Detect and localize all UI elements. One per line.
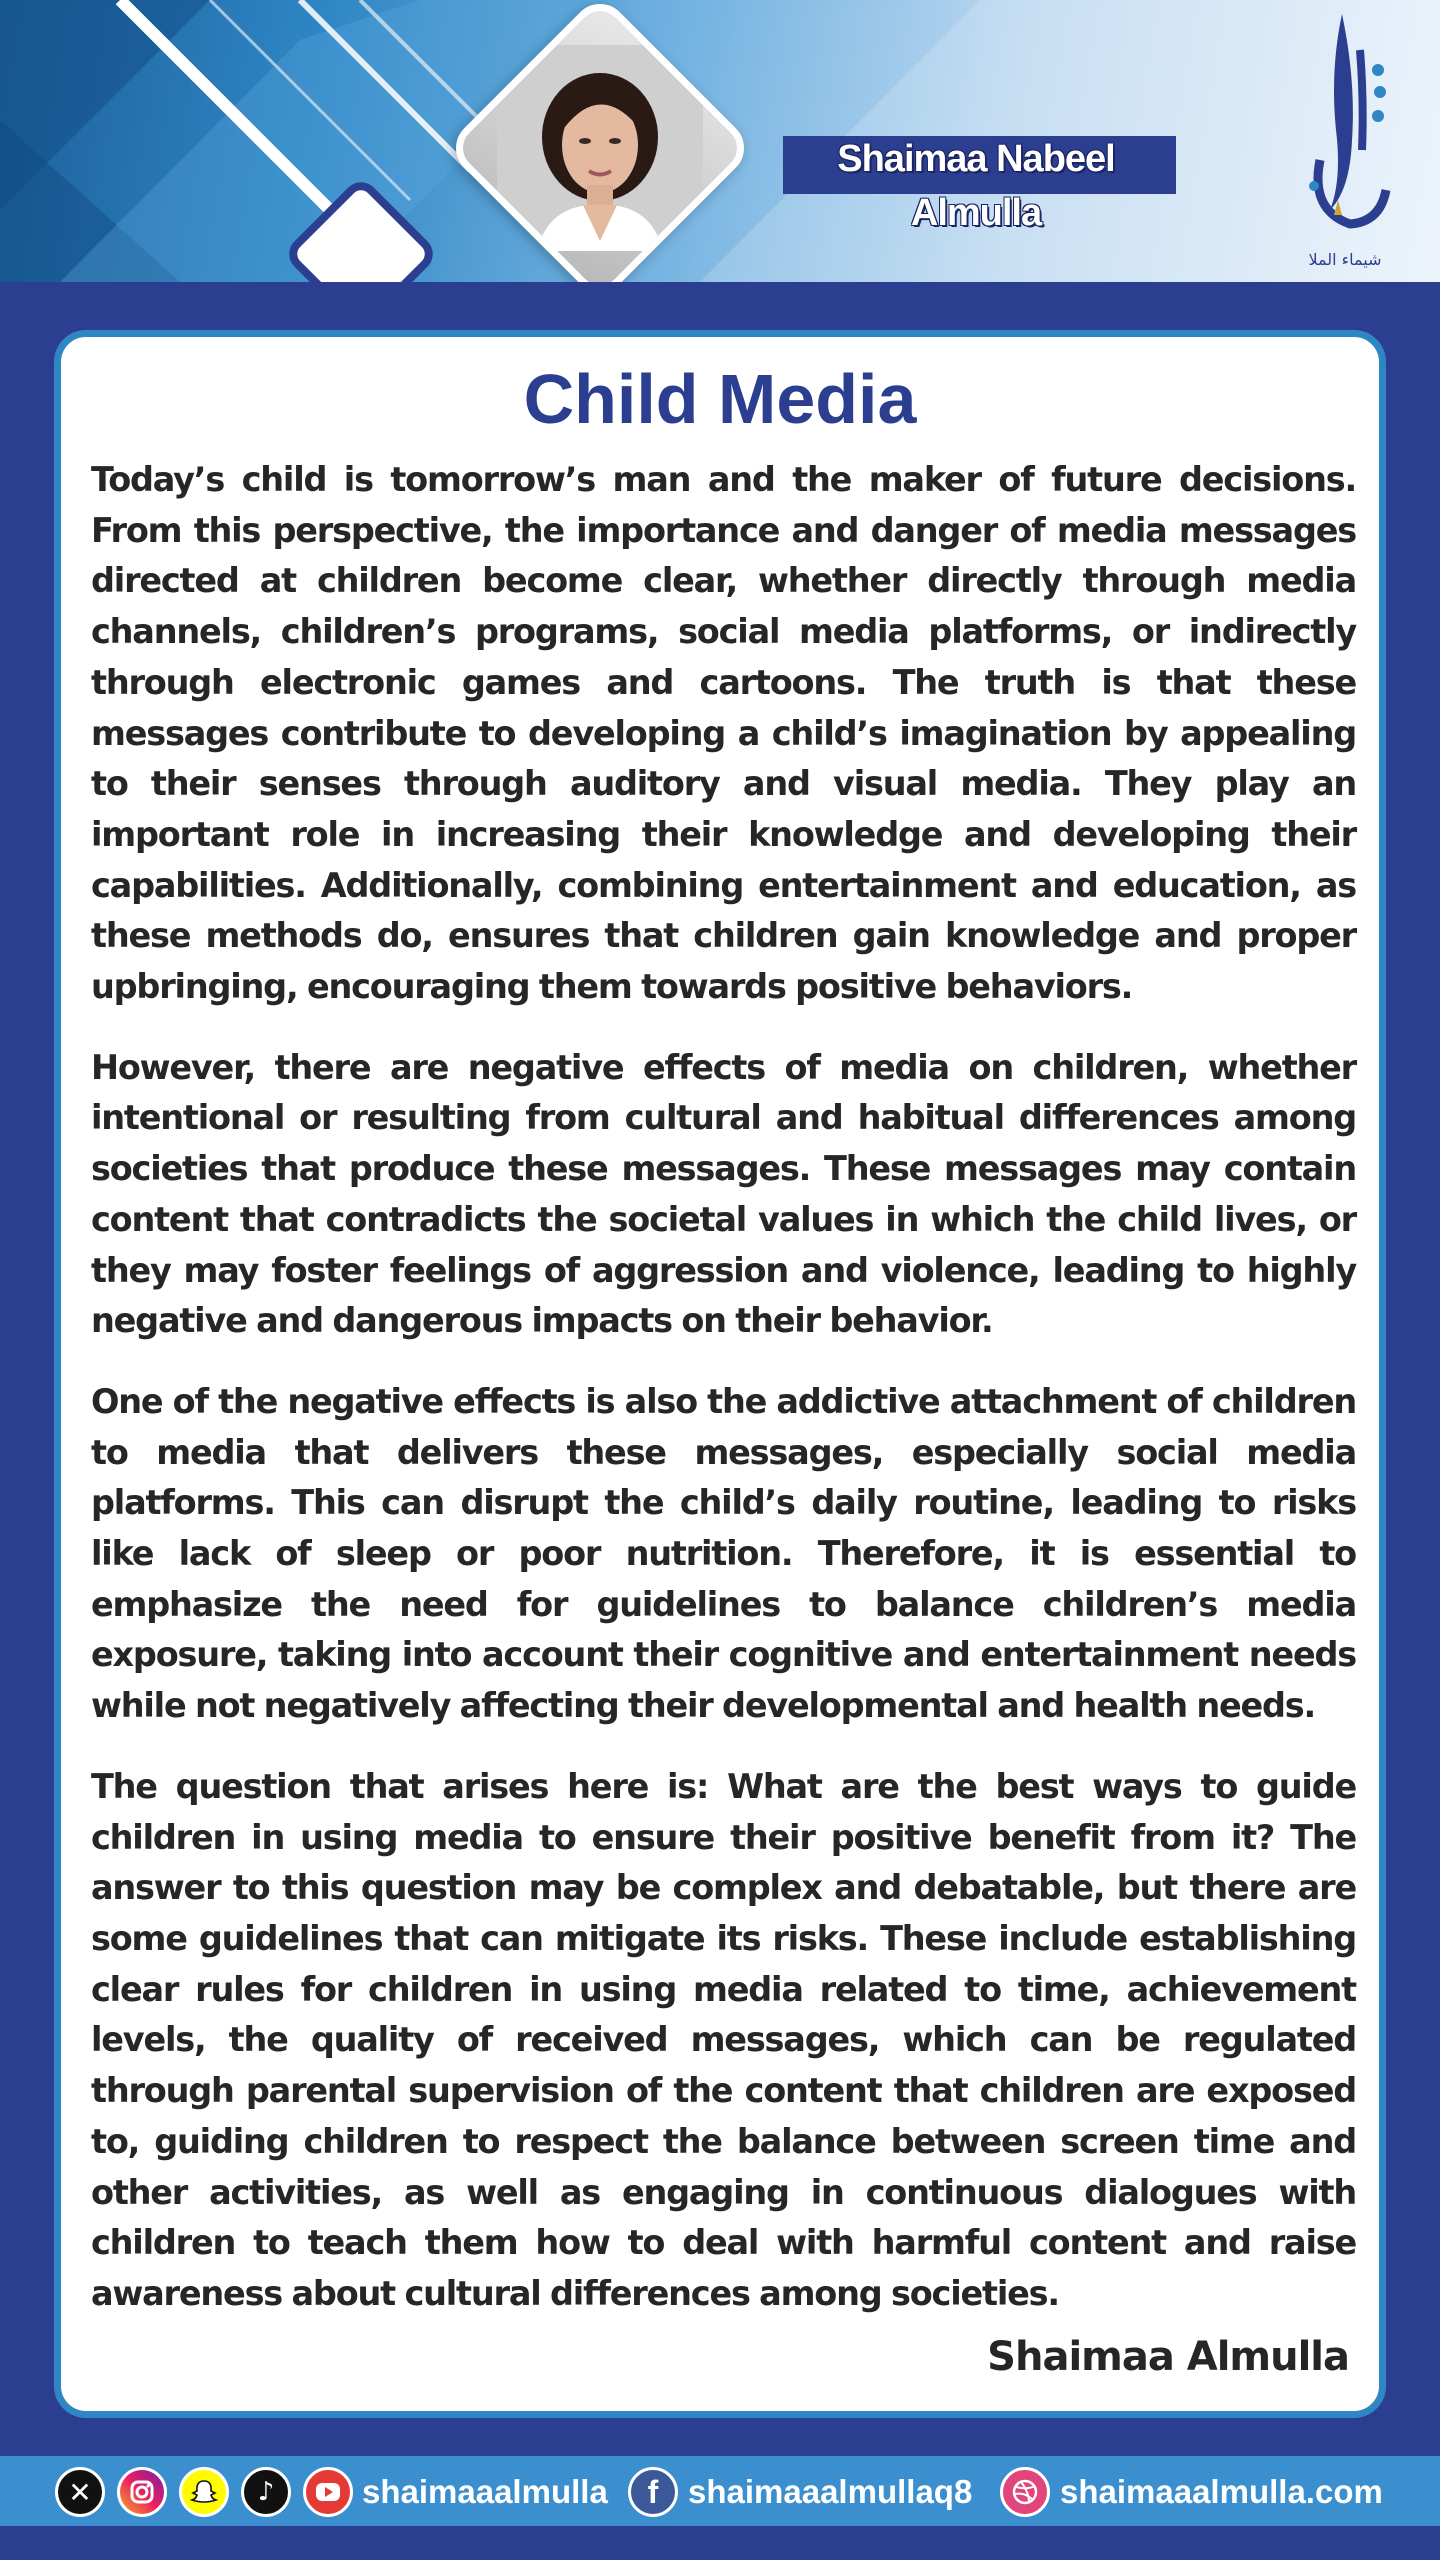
paragraph-1: Today’s child is tomorrow’s man and the maker of future decisions. From this perspective, the importance and danger of media messages directed at children become clear, whether directly through media channels, children’s programs, social media platforms, or indirectly through electronic games and cartoons. The truth is that these messages contribute to developing a child’s imagination by appealing to their senses through auditory and visual media. They play an important role in increasing their knowledge and developing their capabilities. Additionally, combining entertainment and education, as these methods do, ensures that children gain knowledge and proper upbringing, encouraging them towards positive behaviors.: [91, 460, 1356, 1007]
social-handle[interactable]: shaimaaalmulla: [362, 2473, 608, 2510]
snapchat-icon[interactable]: [179, 2467, 229, 2517]
youtube-icon[interactable]: [303, 2467, 353, 2517]
website-link[interactable]: shaimaaalmulla.com: [1060, 2473, 1383, 2510]
header-banner: [0, 0, 1440, 282]
social-footer: [0, 2456, 1440, 2526]
article-card: [54, 330, 1386, 2418]
dribbble-web-icon[interactable]: [1000, 2467, 1050, 2517]
article-body: [91, 455, 1356, 2350]
article-title: Child Media: [523, 360, 917, 438]
paragraph-4: The question that arises here is: What are the best ways to guide children in using media to ensure their positive benefit from it? The answer to this question may be complex and debatable, but there are some guidelines that can mitigate its risks. These include establishing clear rules for children in using media related to time, achievement levels, the quality of received messages, which can be regulated through parental supervision of the content that children are exposed to, guiding children to respect the balance between screen time and other activities, as well as engaging in continuous dialogues with children to teach them how to deal with harmful content and raise awareness about cultural differences among societies.: [91, 1766, 1356, 2313]
instagram-icon[interactable]: [117, 2467, 167, 2517]
author-name: Shaimaa Nabeel Almulla: [837, 138, 1115, 234]
facebook-icon[interactable]: f: [628, 2467, 678, 2517]
tiktok-icon[interactable]: ♪: [241, 2467, 291, 2517]
article-signature: Shaimaa Almulla: [987, 2334, 1349, 2380]
portrait-image: [497, 45, 703, 251]
logo-caption: شيماء الملا: [1308, 250, 1382, 269]
signature-logo: [1290, 10, 1400, 245]
paragraph-2: However, there are negative effects of media on children, whether intentional or resulting from cultural and habitual differences among societies that produce these messages. These messages may contain content that contradicts the societal values in which the child lives, or they may foster feelings of aggression and violence, leading to highly negative and dangerous impacts on their behavior.: [91, 1047, 1356, 1341]
paragraph-3: One of the negative effects is also the addictive attachment of children to media that delivers these messages, especially social media platforms. This can disrupt the child’s daily routine, leading to risks like lack of sleep or poor nutrition. Therefore, it is essential to emphasize the need for guidelines to balance children’s media exposure, taking into account their cognitive and entertainment needs while not negatively affecting their developmental and health needs.: [91, 1381, 1356, 1726]
x-icon[interactable]: ✕: [55, 2467, 105, 2517]
facebook-handle[interactable]: shaimaaalmullaq8: [688, 2473, 973, 2510]
